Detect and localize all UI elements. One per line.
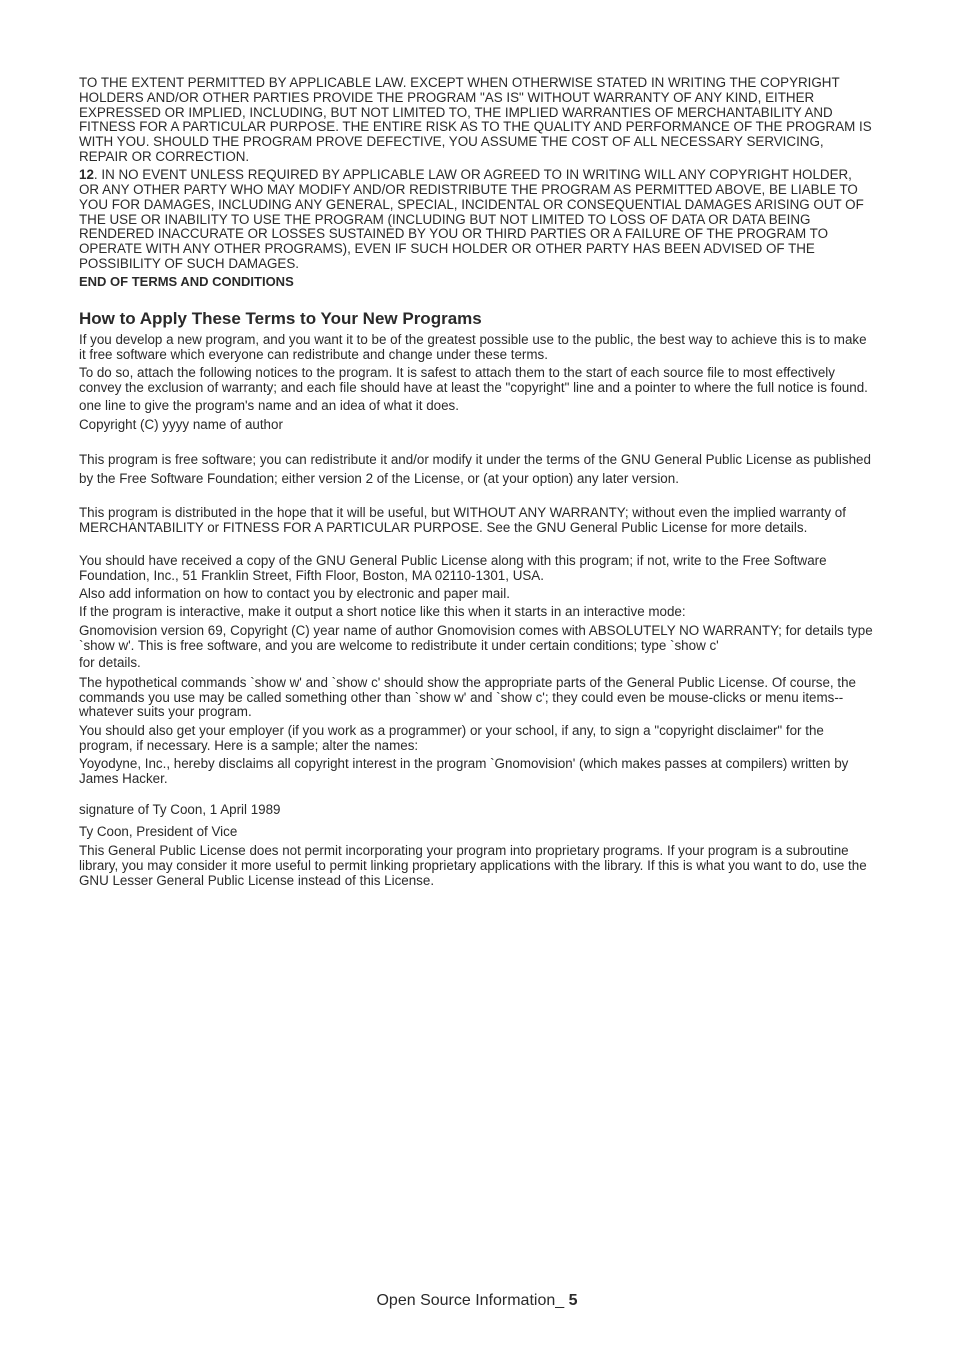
gnomovision-text: Gnomovision version 69, Copyright (C) year name of author Gnomovision comes with ABSOLUTELY NO WARRANTY; for details type `show w'. This is free software, and you are welcome to redistribute it under certain conditions; type `show c' — [79, 622, 873, 653]
free-software-paragraph: This program is free software; you can redistribute it and/or modify it under the terms of the GNU General Public License as published by the Free Software Foundation; either version 2 of the License, or (at your option) any later version. — [79, 452, 871, 487]
gnomovision-notice — [79, 624, 875, 654]
signature-line: signature of Ty Coon, 1 April 1989 — [79, 802, 281, 818]
interactive-paragraph: If the program is interactive, make it output a short notice like this when it starts in an interactive mode: — [79, 604, 686, 620]
gnomovision-details: for details. — [79, 655, 141, 671]
distributed-paragraph: This program is distributed in the hope that it will be useful, but WITHOUT ANY WARRANTY; without even the implied warranty of MERCHANTABILITY or FITNESS FOR A PARTICULAR PURPOSE. See the GNU General Public License for more details. — [79, 505, 846, 536]
tycoon-line: Ty Coon, President of Vice — [79, 823, 238, 839]
develop-paragraph: If you develop a new program, and you want it to be of the greatest possible use to the public, the best way to achieve this is to make it free software which everyone can redistribute and change under these terms. — [79, 332, 867, 362]
footer-label: Open Source Information_ — [376, 1292, 569, 1309]
end-of-terms: END OF TERMS AND CONDITIONS — [79, 274, 294, 290]
employer-paragraph: You should also get your employer (if you work as a programmer) or your school, if any, to sign a "copyright disclaimer" for the program, if necessary. Here is a sample; alter the names: — [79, 722, 824, 753]
hypothetical-paragraph: The hypothetical commands `show w' and `show c' should show the appropriate parts of the General Public License. Of course, the commands you use may be called something other than `show w' and `show c'; they could even be mouse-clicks or menu items--whatever suits your program. — [79, 674, 856, 720]
page-footer — [0, 1292, 954, 1310]
document-body — [79, 76, 875, 892]
warranty-paragraph: TO THE EXTENT PERMITTED BY APPLICABLE LAW. EXCEPT WHEN OTHERWISE STATED IN WRITING THE COPYRIGHT HOLDERS AND/OR OTHER PARTIES PROVIDE THE PROGRAM "AS IS" WITHOUT WARRANTY OF ANY KIND, EITHER EXPRESSED OR IMPLIED, INCLUDING, BUT NOT LIMITED TO, THE IMPLIED WARRANTIES OF MERCHANTABILITY AND FITNESS FOR A PARTICULAR PURPOSE. THE ENTIRE RISK AS TO THE QUALITY AND PERFORMANCE OF THE PROGRAM IS WITH YOU. SHOULD THE PROGRAM PROVE DEFECTIVE, YOU ASSUME THE COST OF ALL NECESSARY SERVICING, REPAIR OR CORRECTION. — [79, 75, 872, 164]
attach-paragraph: To do so, attach the following notices to the program. It is safest to attach them to the start of each source file to most effectively convey the exclusion of warranty; and each file should have at least the "copyright" line and a pointer to where the full notice is found. — [79, 365, 868, 396]
lesser-license-paragraph: This General Public License does not permit incorporating your program into proprietary programs. If your program is a subroutine library, you may consider it more useful to permit linking proprietary applications with the library. If this is what you want to do, use the GNU Lesser General Public License instead of this License. — [79, 843, 867, 888]
oneline-paragraph: one line to give the program's name and an idea of what it does. — [79, 398, 459, 414]
received-copy-paragraph: You should have received a copy of the GNU General Public License along with this program; if not, write to the Free Software Foundation, Inc., 51 Franklin Street, Fifth Floor, Boston, MA 02110-1301, USA. — [79, 553, 827, 583]
page-number: 5 — [568, 1292, 578, 1309]
contact-paragraph: Also add information on how to contact you by electronic and paper mail. — [79, 586, 510, 602]
clause-number: 12 — [79, 167, 94, 183]
copyright-line: Copyright (C) yyyy name of author — [79, 416, 283, 432]
section-heading: How to Apply These Terms to Your New Programs — [79, 309, 482, 329]
yoyodyne-paragraph: Yoyodyne, Inc., hereby disclaims all copyright interest in the program `Gnomovision' (which makes passes at compilers) written by James Hacker. — [79, 755, 849, 786]
liability-text: . IN NO EVENT UNLESS REQUIRED BY APPLICABLE LAW OR AGREED TO IN WRITING WILL ANY COPYRIGHT HOLDER, OR ANY OTHER PARTY WHO MAY MODIFY AND/OR REDISTRIBUTE THE PROGRAM AS PERMITTED ABOVE, BE LIABLE TO YOU FOR DAMAGES, INCLUDING ANY GENERAL, SPECIAL, INCIDENTAL OR CONSEQUENTIAL DAMAGES ARISING OUT OF THE USE OR INABILITY TO USE THE PROGRAM (INCLUDING BUT NOT LIMITED TO LOSS OF DATA OR DATA BEING RENDERED INACCURATE OR LOSSES SUSTAINED BY YOU OR THIRD PARTIES OR A FAILURE OF THE PROGRAM TO OPERATE WITH ANY OTHER PROGRAMS), EVEN IF SUCH HOLDER OR OTHER PARTY HAS BEEN ADVISED OF THE POSSIBILITY OF SUCH DAMAGES. — [79, 167, 864, 272]
liability-paragraph — [79, 168, 875, 272]
